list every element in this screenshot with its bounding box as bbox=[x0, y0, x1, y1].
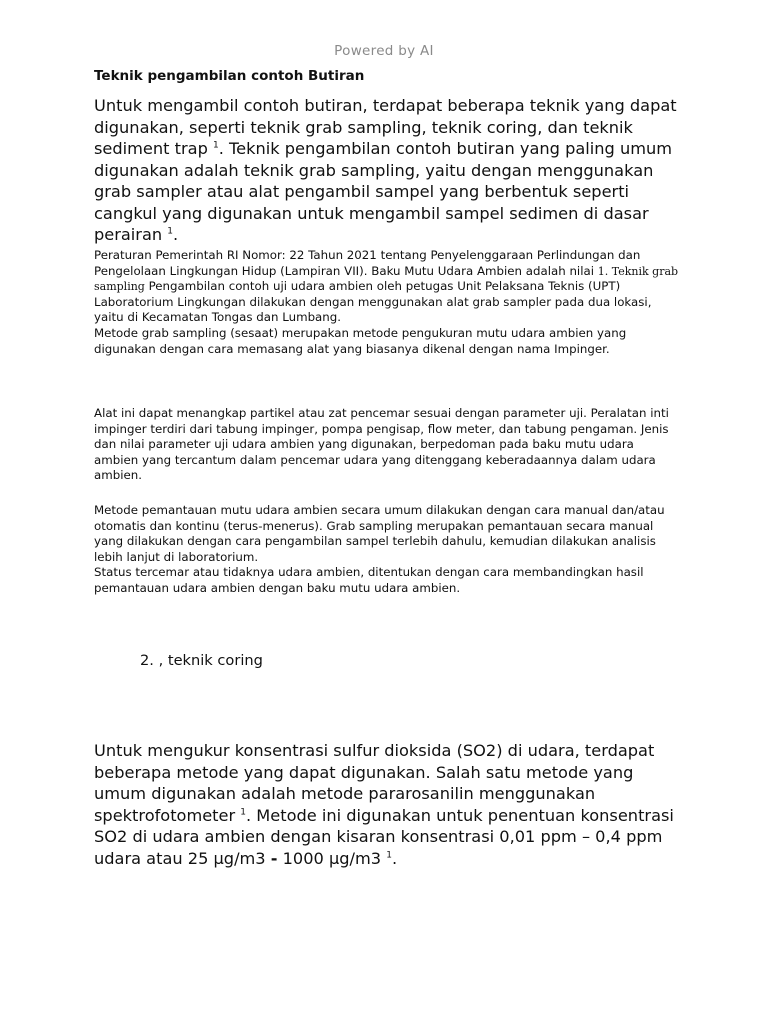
lead-text-2: . Teknik pengambilan contoh butiran yang paling umum digunakan adalah teknik grab sampling, yaitu dengan menggunakan grab sampler atau alat pengambil sampel yang berbentuk seperti cangkul yang digunakan untuk mengambil sampel sedimen di dasar perairan bbox=[94, 139, 673, 244]
list-item-coring: 2. , teknik coring bbox=[140, 652, 263, 669]
lead-text-end: . bbox=[173, 225, 179, 244]
so2-text-2: . Metode ini digunakan untuk penentuan konsentrasi SO2 di udara ambien dengan kisaran konsentrasi 0,01 ppm – 0,4 ppm udara atau 25 µg/m3 bbox=[94, 805, 674, 868]
so2-text-1: Untuk mengukur konsentrasi sulfur dioksida (SO2) di udara, terdapat beberapa metode yang dapat digunakan. Salah satu metode yang umum digunakan adalah metode pararosanilin menggunakan spektrofotometer bbox=[94, 741, 655, 825]
grab-method-text: Metode grab sampling (sesaat) merupakan metode pengukuran mutu udara ambien yang digunakan dengan cara memasang alat yang biasanya dikenal dengan nama Impinger. bbox=[94, 325, 627, 356]
regulation-text-2: Pengambilan contoh uji udara ambien oleh petugas Unit Pelaksana Teknis (UPT) Laboratorium Lingkungan dilakukan dengan menggunakan alat grab sampler pada dua lokasi, yaitu di Kecamatan Tongas dan Lumbang. bbox=[94, 279, 652, 325]
monitoring-text-1: Metode pemantauan mutu udara ambien secara umum dilakukan dengan cara manual dan/atau otomatis dan kontinu (terus-menerus). Grab sampling merupakan pemantauan secara manual yang dilakukan dengan cara pengambilan sampel terlebih dahulu, kemudian dilakukan analisis lebih lanjut di laboratorium. bbox=[94, 503, 665, 564]
document-title: Teknik pengambilan contoh Butiran bbox=[94, 68, 365, 84]
monitoring-text-2: Status tercemar atau tidaknya udara ambien, ditentukan dengan cara membandingkan hasil pemantauan udara ambien dengan baku mutu udara ambien. bbox=[94, 565, 644, 595]
footnote-ref[interactable]: 1 bbox=[167, 226, 174, 237]
so2-dash: - bbox=[270, 848, 278, 868]
footnote-ref[interactable]: 1 bbox=[386, 850, 392, 861]
lead-paragraph bbox=[94, 95, 686, 246]
impinger-paragraph: Alat ini dapat menangkap partikel atau zat pencemar sesuai dengan parameter uji. Peralatan inti impinger terdiri dari tabung impinger, pompa pengisap, flow meter, dan tabung pengaman. Jenis dan nilai parameter uji udara ambien yang digunakan, berpedoman pada baku mutu udara ambien yang tercantum dalam pencemar udara yang ditenggang keberadaannya dalam udara ambien. bbox=[94, 406, 669, 483]
grab-sampling-serif-text: 1. Teknik grab sampling bbox=[94, 264, 679, 294]
footnote-ref[interactable]: 1 bbox=[213, 140, 219, 151]
so2-text-3: 1000 µg/m3 bbox=[277, 848, 387, 868]
lead-text-1: Untuk mengambil contoh butiran, terdapat beberapa teknik yang dapat digunakan, seperti teknik grab sampling, teknik coring, dan teknik sediment trap bbox=[94, 96, 677, 158]
monitoring-paragraph bbox=[94, 503, 680, 597]
powered-by-label: Powered by AI bbox=[334, 43, 434, 59]
regulation-paragraph bbox=[94, 248, 680, 357]
regulation-text-1: Peraturan Pemerintah RI Nomor: 22 Tahun 2021 tentang Penyelenggaraan Perlindungan dan Pengelolaan Lingkungan Hidup (Lampiran VII). Baku Mutu Udara Ambien adalah nilai bbox=[94, 248, 641, 278]
footnote-ref[interactable]: 1 bbox=[240, 807, 247, 818]
so2-paragraph bbox=[94, 740, 686, 869]
so2-text-end: . bbox=[391, 848, 398, 868]
